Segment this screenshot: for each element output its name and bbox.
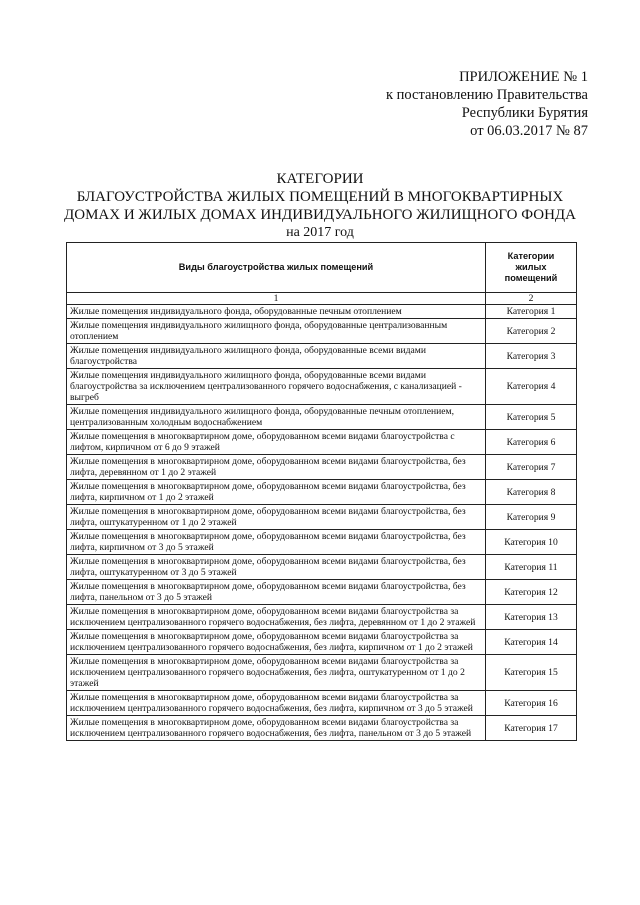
table-row	[67, 405, 577, 430]
row-description: Жилые помещения индивидуального жилищного фонда, оборудованные централизованным отоплением	[67, 319, 486, 344]
row-description: Жилые помещения в многоквартирном доме, оборудованном всеми видами благоустройства за исключением централизованного горячего водоснабжения, без лифта, оштукатуренном от 1 до 2 этажей	[67, 655, 486, 691]
row-category: Категория 1	[486, 305, 577, 319]
appendix-date-number: от 06.03.2017 № 87	[470, 123, 588, 139]
header-col-types: Виды благоустройства жилых помещений	[67, 243, 486, 293]
table-header-row	[67, 243, 577, 293]
row-category: Категория 8	[486, 480, 577, 505]
appendix-title: ПРИЛОЖЕНИЕ № 1	[459, 69, 588, 85]
table-row	[67, 480, 577, 505]
row-category: Категория 12	[486, 580, 577, 605]
table-row	[67, 430, 577, 455]
table-row	[67, 505, 577, 530]
table-row	[67, 605, 577, 630]
row-description: Жилые помещения индивидуального жилищного фонда, оборудованные всеми видами благоустройства	[67, 344, 486, 369]
document-title	[0, 170, 640, 242]
row-description: Жилые помещения индивидуального жилищного фонда, оборудованные всеми видами благоустройства за исключением централизованного горячего водоснабжения, с канализацией - выгреб	[67, 369, 486, 405]
row-category: Категория 14	[486, 630, 577, 655]
table-row	[67, 369, 577, 405]
table-body	[67, 293, 577, 741]
row-description: Жилые помещения в многоквартирном доме, оборудованном всеми видами благоустройства, без лифта, оштукатуренном от 3 до 5 этажей	[67, 555, 486, 580]
table-row	[67, 344, 577, 369]
header-col-categories	[486, 243, 577, 293]
table-row	[67, 555, 577, 580]
header-col-categories-line-2: жилых	[515, 262, 547, 272]
row-category: Категория 5	[486, 405, 577, 430]
header-col-categories-line-3: помещений	[504, 273, 558, 283]
row-category: Категория 11	[486, 555, 577, 580]
table-row	[67, 716, 577, 741]
table-row	[67, 630, 577, 655]
column-number-1: 1	[67, 293, 486, 305]
title-line-2: БЛАГОУСТРОЙСТВА ЖИЛЫХ ПОМЕЩЕНИЙ В МНОГОКВАРТИРНЫХ	[76, 189, 564, 205]
row-description: Жилые помещения в многоквартирном доме, оборудованном всеми видами благоустройства за исключением централизованного горячего водоснабжения, без лифта, панельном от 3 до 5 этажей	[67, 716, 486, 741]
table-row	[67, 455, 577, 480]
appendix-reference: к постановлению Правительства	[386, 87, 588, 103]
row-description: Жилые помещения в многоквартирном доме, оборудованном всеми видами благоустройства, без лифта, кирпичном от 1 до 2 этажей	[67, 480, 486, 505]
row-description: Жилые помещения индивидуального жилищного фонда, оборудованные печным отоплением, централизованным холодным водоснабжением	[67, 405, 486, 430]
row-description: Жилые помещения в многоквартирном доме, оборудованном всеми видами благоустройства, без лифта, оштукатуренном от 1 до 2 этажей	[67, 505, 486, 530]
row-description: Жилые помещения в многоквартирном доме, оборудованном всеми видами благоустройства за исключением централизованного горячего водоснабжения, без лифта, деревянном от 1 до 2 этажей	[67, 605, 486, 630]
row-category: Категория 16	[486, 691, 577, 716]
row-category: Категория 7	[486, 455, 577, 480]
row-description: Жилые помещения в многоквартирном доме, оборудованном всеми видами благоустройства, без лифта, деревянном от 1 до 2 этажей	[67, 455, 486, 480]
table-row	[67, 580, 577, 605]
table-row	[67, 655, 577, 691]
appendix-republic: Республики Бурятия	[461, 105, 588, 121]
table-row	[67, 530, 577, 555]
title-heading: КАТЕГОРИИ	[276, 171, 364, 187]
table-row	[67, 691, 577, 716]
title-line-3: ДОМАХ И ЖИЛЫХ ДОМАХ ИНДИВИДУАЛЬНОГО ЖИЛИЩНОГО ФОНДА	[64, 207, 576, 223]
row-description: Жилые помещения в многоквартирном доме, оборудованном всеми видами благоустройства за исключением централизованного горячего водоснабжения, без лифта, кирпичном от 3 до 5 этажей	[67, 691, 486, 716]
table-row	[67, 305, 577, 319]
row-category: Категория 15	[486, 655, 577, 691]
title-year: на 2017 год	[286, 225, 354, 240]
row-category: Категория 6	[486, 430, 577, 455]
row-category: Категория 2	[486, 319, 577, 344]
row-description: Жилые помещения индивидуального фонда, оборудованные печным отоплением	[67, 305, 486, 319]
row-category: Категория 4	[486, 369, 577, 405]
row-description: Жилые помещения в многоквартирном доме, оборудованном всеми видами благоустройства, без лифта, кирпичном от 3 до 5 этажей	[67, 530, 486, 555]
appendix-block	[386, 68, 588, 140]
row-description: Жилые помещения в многоквартирном доме, оборудованном всеми видами благоустройства с лифтом, кирпичном от 6 до 9 этажей	[67, 430, 486, 455]
row-description: Жилые помещения в многоквартирном доме, оборудованном всеми видами благоустройства за исключением централизованного горячего водоснабжения, без лифта, кирпичном от 1 до 2 этажей	[67, 630, 486, 655]
row-category: Категория 17	[486, 716, 577, 741]
row-category: Категория 13	[486, 605, 577, 630]
row-category: Категория 3	[486, 344, 577, 369]
categories-table	[66, 242, 577, 741]
row-category: Категория 9	[486, 505, 577, 530]
table-row	[67, 319, 577, 344]
header-col-categories-line-1: Категории	[507, 251, 555, 261]
column-number-2: 2	[486, 293, 577, 305]
row-description: Жилые помещения в многоквартирном доме, оборудованном всеми видами благоустройства, без лифта, панельном от 3 до 5 этажей	[67, 580, 486, 605]
column-number-row	[67, 293, 577, 305]
row-category: Категория 10	[486, 530, 577, 555]
